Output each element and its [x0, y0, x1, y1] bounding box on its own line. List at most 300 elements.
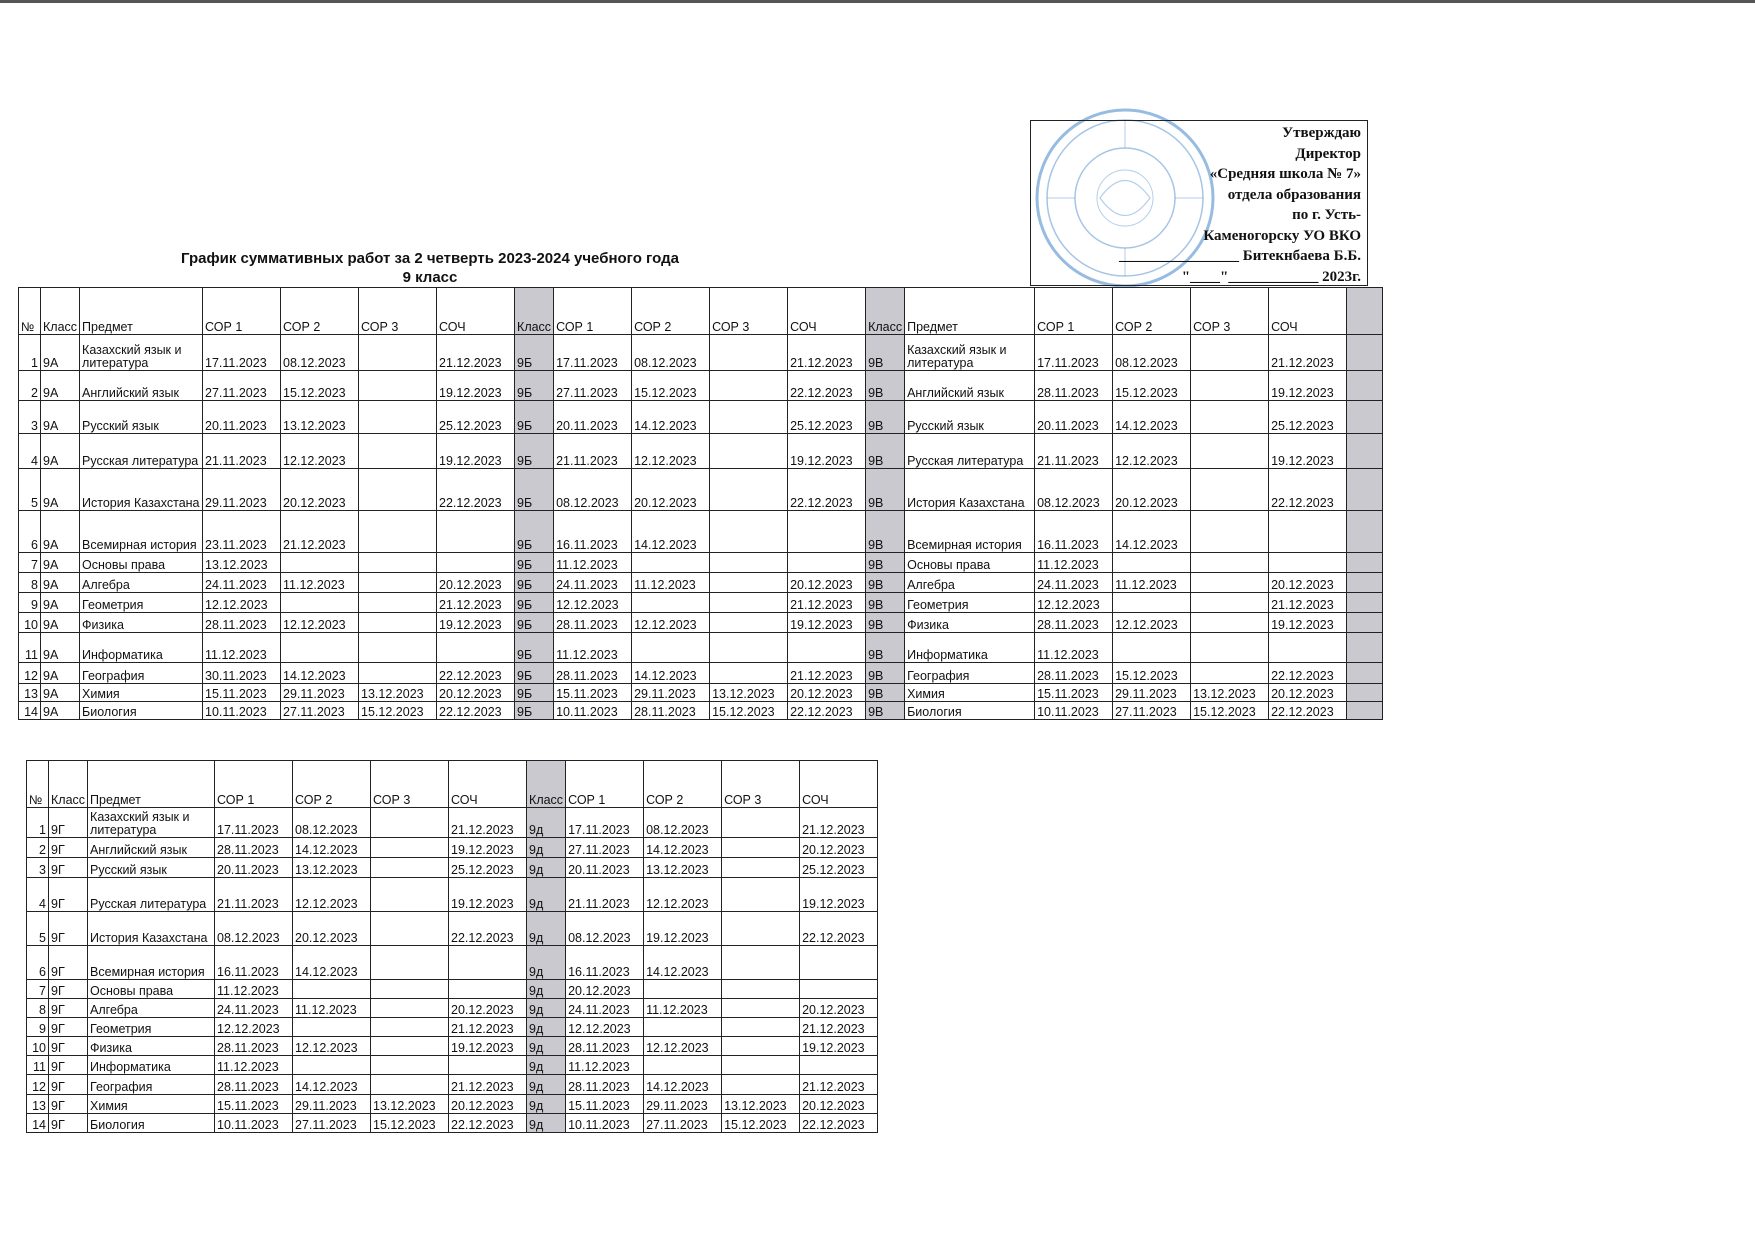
- table-cell: [281, 633, 359, 663]
- table-cell: 13.12.2023: [281, 401, 359, 434]
- column-header: Предмет: [88, 761, 215, 808]
- table-cell: 12.12.2023: [203, 593, 281, 613]
- table-cell: География: [905, 663, 1035, 684]
- empty-cell: [1347, 371, 1383, 401]
- table-cell: Казахский язык и литература: [80, 335, 203, 371]
- title-line: График суммативных работ за 2 четверть 2023-2024 учебного года: [181, 250, 679, 267]
- table-row: [19, 633, 1383, 663]
- table-cell: [1269, 633, 1347, 663]
- table-header-row: [27, 761, 878, 808]
- table-cell: 9А: [41, 593, 80, 613]
- table-cell: 11.12.2023: [554, 633, 632, 663]
- table-cell: 9д: [527, 946, 566, 980]
- table-cell: 20.12.2023: [281, 469, 359, 511]
- table-cell: 11.12.2023: [644, 999, 722, 1018]
- table-row: [27, 1018, 878, 1037]
- table-cell: Русский язык: [80, 401, 203, 434]
- table-cell: 9Б: [515, 434, 554, 469]
- table-cell: Английский язык: [88, 838, 215, 858]
- table-cell: 20.12.2023: [800, 999, 878, 1018]
- table-cell: 11.12.2023: [1035, 553, 1113, 573]
- table-cell: [1191, 401, 1269, 434]
- table-cell: [710, 573, 788, 593]
- table-cell: [710, 511, 788, 553]
- table-cell: 11.12.2023: [554, 553, 632, 573]
- table-cell: 9В: [866, 684, 905, 702]
- approval-line: ________________ Битекнбаева Б.Б.: [1119, 248, 1361, 264]
- table-cell: Алгебра: [905, 573, 1035, 593]
- column-header: СОЧ: [800, 761, 878, 808]
- table-cell: 9Г: [49, 878, 88, 912]
- table-cell: 21.11.2023: [566, 878, 644, 912]
- table-cell: [293, 1056, 371, 1075]
- table-cell: Всемирная история: [88, 946, 215, 980]
- schedule-table-bottom: [26, 760, 878, 1133]
- table-cell: 20.12.2023: [800, 1095, 878, 1114]
- table-cell: 12.12.2023: [293, 1037, 371, 1056]
- table-cell: 9Б: [515, 335, 554, 371]
- table-cell: [710, 633, 788, 663]
- table-cell: 25.12.2023: [788, 401, 866, 434]
- column-header: СОР 1: [554, 288, 632, 335]
- table-cell: 27.11.2023: [644, 1114, 722, 1133]
- table-cell: 19.12.2023: [788, 434, 866, 469]
- table-cell: 12.12.2023: [632, 434, 710, 469]
- table-cell: 24.11.2023: [203, 573, 281, 593]
- row-number: 1: [19, 335, 41, 371]
- table-cell: [359, 511, 437, 553]
- row-number: 9: [27, 1018, 49, 1037]
- table-cell: 9В: [866, 553, 905, 573]
- table-cell: 13.12.2023: [722, 1095, 800, 1114]
- table-cell: 20.12.2023: [788, 573, 866, 593]
- column-header: СОР 1: [566, 761, 644, 808]
- table-cell: Химия: [88, 1095, 215, 1114]
- table-cell: 24.11.2023: [1035, 573, 1113, 593]
- table-cell: [449, 1056, 527, 1075]
- table-cell: 19.12.2023: [437, 613, 515, 633]
- column-header: Класс: [49, 761, 88, 808]
- empty-cell: [1347, 593, 1383, 613]
- table-cell: 9А: [41, 469, 80, 511]
- page-top-border: [0, 0, 1755, 3]
- table-cell: 14.12.2023: [293, 946, 371, 980]
- table-cell: 13.12.2023: [644, 858, 722, 878]
- table-cell: 9Б: [515, 663, 554, 684]
- table-row: [27, 912, 878, 946]
- table-cell: 20.12.2023: [566, 980, 644, 999]
- table-cell: [722, 999, 800, 1018]
- row-number: 9: [19, 593, 41, 613]
- table-row: [27, 946, 878, 980]
- table-cell: [710, 613, 788, 633]
- table-cell: 20.11.2023: [1035, 401, 1113, 434]
- table-cell: [788, 511, 866, 553]
- table-cell: 9д: [527, 858, 566, 878]
- table-cell: 27.11.2023: [1113, 702, 1191, 720]
- table-cell: 16.11.2023: [554, 511, 632, 553]
- table-cell: [359, 633, 437, 663]
- table-cell: 9Г: [49, 946, 88, 980]
- table-cell: [722, 838, 800, 858]
- table-cell: История Казахстана: [905, 469, 1035, 511]
- column-header: СОР 2: [1113, 288, 1191, 335]
- table-cell: Казахский язык и литература: [88, 808, 215, 838]
- table-cell: 19.12.2023: [1269, 434, 1347, 469]
- table-cell: 15.11.2023: [203, 684, 281, 702]
- table-cell: 9В: [866, 702, 905, 720]
- table-cell: 14.12.2023: [632, 401, 710, 434]
- table-cell: [1191, 613, 1269, 633]
- table-cell: 21.12.2023: [1269, 335, 1347, 371]
- approval-line: Каменогорску УО ВКО: [1203, 227, 1361, 244]
- column-header: СОР 1: [1035, 288, 1113, 335]
- table-cell: Русская литература: [88, 878, 215, 912]
- table-cell: 14.12.2023: [632, 663, 710, 684]
- empty-cell: [1347, 702, 1383, 720]
- table-cell: 9д: [527, 980, 566, 999]
- table-cell: [371, 838, 449, 858]
- table-cell: [632, 633, 710, 663]
- table-row: [27, 999, 878, 1018]
- column-header: Класс: [527, 761, 566, 808]
- table-cell: 12.12.2023: [566, 1018, 644, 1037]
- table-cell: [371, 878, 449, 912]
- table-cell: 9Г: [49, 1075, 88, 1095]
- table-cell: 14.12.2023: [293, 1075, 371, 1095]
- table-cell: 10.11.2023: [566, 1114, 644, 1133]
- table-cell: 9А: [41, 511, 80, 553]
- table-cell: Всемирная история: [905, 511, 1035, 553]
- table-cell: 12.12.2023: [281, 613, 359, 633]
- row-number: 5: [19, 469, 41, 511]
- table-row: [27, 1075, 878, 1095]
- empty-cell: [1347, 663, 1383, 684]
- table-cell: 20.12.2023: [437, 573, 515, 593]
- table-cell: 20.12.2023: [800, 838, 878, 858]
- table-cell: Физика: [905, 613, 1035, 633]
- table-cell: Физика: [88, 1037, 215, 1056]
- table-cell: [710, 469, 788, 511]
- table-cell: 9Б: [515, 593, 554, 613]
- table-cell: 9Б: [515, 702, 554, 720]
- table-cell: 15.12.2023: [722, 1114, 800, 1133]
- row-number: 6: [19, 511, 41, 553]
- table-cell: [359, 663, 437, 684]
- table-cell: Биология: [88, 1114, 215, 1133]
- table-cell: 9Г: [49, 1056, 88, 1075]
- empty-cell: [1347, 434, 1383, 469]
- table-cell: 14.12.2023: [281, 663, 359, 684]
- table-cell: 20.12.2023: [293, 912, 371, 946]
- approval-line: отдела образования: [1227, 186, 1361, 203]
- table-cell: Основы права: [905, 553, 1035, 573]
- table-cell: 22.12.2023: [437, 702, 515, 720]
- table-cell: 16.11.2023: [215, 946, 293, 980]
- table-cell: 9В: [866, 663, 905, 684]
- column-header: СОР 3: [359, 288, 437, 335]
- table-cell: 22.12.2023: [437, 663, 515, 684]
- table-cell: География: [88, 1075, 215, 1095]
- table-cell: 9В: [866, 573, 905, 593]
- table-row: [19, 593, 1383, 613]
- table-cell: 17.11.2023: [554, 335, 632, 371]
- approval-line: «Средняя школа № 7»: [1209, 166, 1361, 182]
- row-number: 13: [27, 1095, 49, 1114]
- table-cell: Русская литература: [905, 434, 1035, 469]
- approval-line: "____"____________ 2023г.: [1181, 268, 1361, 285]
- table-cell: 9Б: [515, 511, 554, 553]
- table-cell: [359, 593, 437, 613]
- table-cell: [437, 511, 515, 553]
- row-number: 12: [19, 663, 41, 684]
- table-cell: [710, 401, 788, 434]
- table-cell: Биология: [905, 702, 1035, 720]
- table-cell: 28.11.2023: [554, 663, 632, 684]
- table-cell: Казахский язык и литература: [905, 335, 1035, 371]
- table-cell: 15.12.2023: [1191, 702, 1269, 720]
- table-cell: [1113, 593, 1191, 613]
- table-cell: [371, 1056, 449, 1075]
- column-header: СОР 3: [722, 761, 800, 808]
- table-cell: Русская литература: [80, 434, 203, 469]
- table-cell: 16.11.2023: [1035, 511, 1113, 553]
- table-cell: 08.12.2023: [554, 469, 632, 511]
- table-cell: 9Г: [49, 1114, 88, 1133]
- table-row: [27, 1056, 878, 1075]
- row-number: 6: [27, 946, 49, 980]
- table-cell: 21.12.2023: [800, 1018, 878, 1037]
- table-cell: 12.12.2023: [281, 434, 359, 469]
- table-cell: 22.12.2023: [1269, 469, 1347, 511]
- table-cell: [1269, 553, 1347, 573]
- approval-block: [1030, 120, 1368, 286]
- table-cell: 10.11.2023: [203, 702, 281, 720]
- table-cell: [359, 613, 437, 633]
- column-header: СОР 1: [215, 761, 293, 808]
- table-cell: [437, 553, 515, 573]
- table-cell: [371, 1037, 449, 1056]
- table-cell: 15.12.2023: [359, 702, 437, 720]
- table-cell: 20.12.2023: [1113, 469, 1191, 511]
- table-cell: 14.12.2023: [632, 511, 710, 553]
- table-cell: [1191, 335, 1269, 371]
- table-cell: 19.12.2023: [644, 912, 722, 946]
- column-header: СОР 3: [371, 761, 449, 808]
- table-cell: 29.11.2023: [281, 684, 359, 702]
- row-number: 8: [27, 999, 49, 1018]
- table-cell: 22.12.2023: [788, 702, 866, 720]
- table-cell: 11.12.2023: [632, 573, 710, 593]
- column-header: СОР 2: [644, 761, 722, 808]
- table-row: [19, 511, 1383, 553]
- table-cell: [644, 1018, 722, 1037]
- table-cell: 9Г: [49, 838, 88, 858]
- table-cell: Русский язык: [905, 401, 1035, 434]
- row-number: 8: [19, 573, 41, 593]
- table-row: [27, 878, 878, 912]
- table-cell: 19.12.2023: [1269, 613, 1347, 633]
- table-cell: 25.12.2023: [437, 401, 515, 434]
- table-row: [27, 858, 878, 878]
- table-cell: 9Г: [49, 912, 88, 946]
- table-cell: 21.12.2023: [449, 1075, 527, 1095]
- table-cell: 21.12.2023: [449, 1018, 527, 1037]
- table-cell: [371, 1075, 449, 1095]
- table-cell: Информатика: [88, 1056, 215, 1075]
- empty-cell: [1347, 335, 1383, 371]
- table-cell: 20.11.2023: [554, 401, 632, 434]
- table-cell: 12.12.2023: [1113, 613, 1191, 633]
- column-header: СОЧ: [449, 761, 527, 808]
- table-cell: 20.11.2023: [203, 401, 281, 434]
- table-cell: 19.12.2023: [788, 613, 866, 633]
- table-cell: 28.11.2023: [554, 613, 632, 633]
- table-cell: 21.12.2023: [449, 808, 527, 838]
- table-cell: [1269, 511, 1347, 553]
- table-cell: [359, 335, 437, 371]
- row-number: 10: [27, 1037, 49, 1056]
- table-cell: 21.11.2023: [1035, 434, 1113, 469]
- table-cell: 20.12.2023: [449, 1095, 527, 1114]
- table-cell: 17.11.2023: [566, 808, 644, 838]
- table-cell: 9Б: [515, 469, 554, 511]
- table-cell: История Казахстана: [88, 912, 215, 946]
- row-number: 2: [19, 371, 41, 401]
- table-cell: 27.11.2023: [293, 1114, 371, 1133]
- table-cell: 9Г: [49, 858, 88, 878]
- row-number: 1: [27, 808, 49, 838]
- table-cell: 9д: [527, 999, 566, 1018]
- table-cell: [359, 573, 437, 593]
- table-cell: [371, 858, 449, 878]
- row-number: 11: [19, 633, 41, 663]
- table-cell: 9В: [866, 371, 905, 401]
- table-cell: [722, 912, 800, 946]
- table-cell: [710, 371, 788, 401]
- table-cell: Русский язык: [88, 858, 215, 878]
- row-number: 3: [27, 858, 49, 878]
- table-cell: 22.12.2023: [437, 469, 515, 511]
- table-cell: 22.12.2023: [1269, 663, 1347, 684]
- table-cell: 28.11.2023: [203, 613, 281, 633]
- table-cell: [1113, 633, 1191, 663]
- table-cell: 9В: [866, 469, 905, 511]
- table-cell: 12.12.2023: [644, 1037, 722, 1056]
- table-cell: 22.12.2023: [788, 469, 866, 511]
- row-number: 3: [19, 401, 41, 434]
- table-cell: 22.12.2023: [449, 1114, 527, 1133]
- table-cell: 21.11.2023: [554, 434, 632, 469]
- table-cell: [293, 1018, 371, 1037]
- empty-cell: [1347, 469, 1383, 511]
- column-header: СОЧ: [437, 288, 515, 335]
- column-header: СОР 3: [1191, 288, 1269, 335]
- document-title: [150, 249, 710, 287]
- table-cell: 9А: [41, 335, 80, 371]
- table-cell: 11.12.2023: [203, 633, 281, 663]
- table-cell: Химия: [80, 684, 203, 702]
- row-number: 4: [27, 878, 49, 912]
- table-cell: 9В: [866, 511, 905, 553]
- table-cell: 08.12.2023: [644, 808, 722, 838]
- table-row: [27, 1095, 878, 1114]
- table-cell: 9Б: [515, 684, 554, 702]
- table-cell: Геометрия: [80, 593, 203, 613]
- table-cell: 19.12.2023: [449, 878, 527, 912]
- table-cell: [722, 878, 800, 912]
- table-cell: 28.11.2023: [1035, 613, 1113, 633]
- table-cell: [359, 434, 437, 469]
- table-row: [19, 371, 1383, 401]
- table-cell: [788, 553, 866, 573]
- table-cell: Алгебра: [80, 573, 203, 593]
- table-cell: 08.12.2023: [566, 912, 644, 946]
- table-cell: 15.12.2023: [281, 371, 359, 401]
- table-cell: 30.11.2023: [203, 663, 281, 684]
- table-row: [19, 469, 1383, 511]
- table-cell: [710, 663, 788, 684]
- table-cell: 28.11.2023: [215, 838, 293, 858]
- table-cell: 27.11.2023: [203, 371, 281, 401]
- table-row: [19, 684, 1383, 702]
- table-cell: 22.12.2023: [800, 912, 878, 946]
- table-cell: 11.12.2023: [215, 1056, 293, 1075]
- table-cell: 9А: [41, 684, 80, 702]
- table-cell: 9А: [41, 702, 80, 720]
- table-cell: 12.12.2023: [632, 613, 710, 633]
- table-cell: 9д: [527, 878, 566, 912]
- schedule-table-top: [18, 287, 1383, 720]
- table-cell: 12.12.2023: [644, 878, 722, 912]
- table-cell: 28.11.2023: [632, 702, 710, 720]
- table-row: [19, 573, 1383, 593]
- column-header: Класс: [41, 288, 80, 335]
- table-cell: 28.11.2023: [1035, 371, 1113, 401]
- table-row: [19, 335, 1383, 371]
- table-cell: 9А: [41, 401, 80, 434]
- table-cell: [1191, 434, 1269, 469]
- table-cell: 20.12.2023: [788, 684, 866, 702]
- empty-cell: [1347, 511, 1383, 553]
- table-cell: История Казахстана: [80, 469, 203, 511]
- row-number: 4: [19, 434, 41, 469]
- table-cell: 25.12.2023: [1269, 401, 1347, 434]
- table-cell: [1113, 553, 1191, 573]
- table-cell: 24.11.2023: [566, 999, 644, 1018]
- table-cell: 12.12.2023: [1113, 434, 1191, 469]
- subtitle-line: 9 класс: [402, 269, 458, 286]
- table-cell: 12.12.2023: [293, 878, 371, 912]
- table-cell: 15.12.2023: [710, 702, 788, 720]
- table-cell: 9д: [527, 1037, 566, 1056]
- table-cell: 25.12.2023: [800, 858, 878, 878]
- table-cell: 21.12.2023: [437, 335, 515, 371]
- table-cell: 17.11.2023: [215, 808, 293, 838]
- column-header: СОР 2: [293, 761, 371, 808]
- table-cell: 9В: [866, 613, 905, 633]
- table-cell: 11.12.2023: [215, 980, 293, 999]
- table-row: [19, 434, 1383, 469]
- table-cell: 28.11.2023: [566, 1037, 644, 1056]
- table-cell: 21.12.2023: [800, 1075, 878, 1095]
- empty-cell: [1347, 401, 1383, 434]
- table-cell: Биология: [80, 702, 203, 720]
- table-cell: [359, 401, 437, 434]
- empty-cell: [1347, 684, 1383, 702]
- table-cell: [1191, 511, 1269, 553]
- table-cell: 9д: [527, 1075, 566, 1095]
